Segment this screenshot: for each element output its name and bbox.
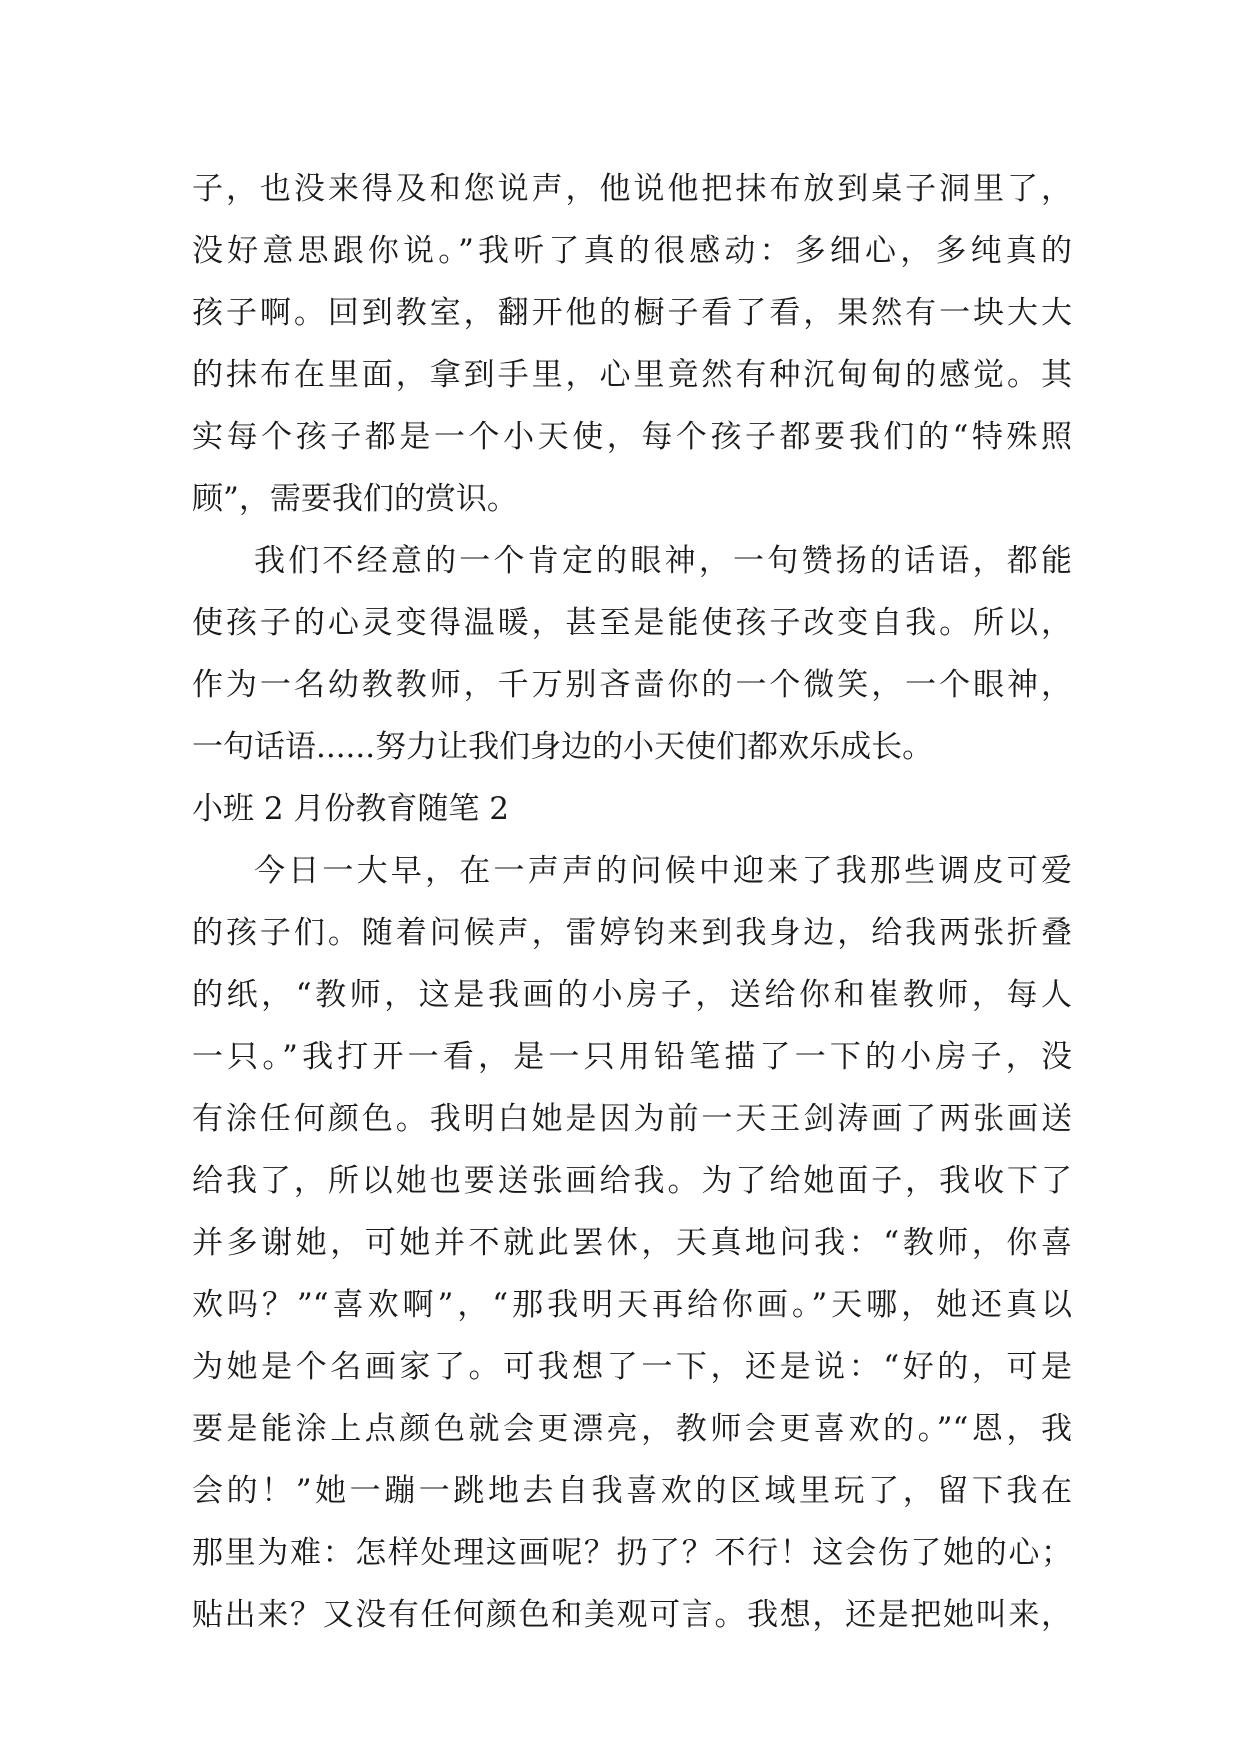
paragraph-3 [192, 840, 1072, 1646]
text-line: 有涂任何颜色。我明白她是因为前一天王剑涛画了两张画送 [192, 1101, 1072, 1137]
text-line: 的抹布在里面，拿到手里，心里竟然有种沉甸甸的感觉。其 [192, 357, 1072, 393]
section-title: 小班 2 月份教育随笔 2 [192, 791, 510, 827]
text-line: 顾”，需要我们的赏识。 [192, 481, 518, 517]
paragraph-2 [192, 530, 1072, 778]
text-line: 孩子啊。回到教室，翻开他的橱子看了看，果然有一块大大 [192, 295, 1072, 331]
paragraph-1 [192, 158, 1072, 530]
text-line: 贴出来？又没有任何颜色和美观可言。我想，还是把她叫来， [192, 1597, 1072, 1633]
text-line: 的孩子们。随着问候声，雷婷钧来到我身边，给我两张折叠 [192, 915, 1072, 951]
text-line: 给我了，所以她也要送张画给我。为了给她面子，我收下了 [192, 1163, 1072, 1199]
text-line: 会的！”她一蹦一跳地去自我喜欢的区域里玩了，留下我在 [192, 1473, 1072, 1509]
text-line: 使孩子的心灵变得温暖，甚至是能使孩子改变自我。所以， [192, 605, 1072, 641]
text-line: 子，也没来得及和您说声，他说他把抹布放到桌子洞里了， [192, 171, 1072, 207]
text-line: 的纸，“教师，这是我画的小房子，送给你和崔教师，每人 [192, 977, 1072, 1013]
text-line: 实每个孩子都是一个小天使，每个孩子都要我们的“特殊照 [192, 419, 1072, 455]
text-line: 一句话语......努力让我们身边的小天使们都欢乐成长。 [192, 729, 934, 765]
text-line: 那里为难：怎样处理这画呢？扔了？不行！这会伤了她的心； [192, 1535, 1072, 1571]
text-line: 并多谢她，可她并不就此罢休，天真地问我：“教师，你喜 [192, 1225, 1072, 1261]
text-line: 作为一名幼教教师，千万别吝啬你的一个微笑，一个眼神， [192, 667, 1072, 703]
text-line: 我们不经意的一个肯定的眼神，一句赞扬的话语，都能 [254, 543, 1072, 579]
text-line: 一只。”我打开一看，是一只用铅笔描了一下的小房子，没 [192, 1039, 1072, 1075]
text-line: 为她是个名画家了。可我想了一下，还是说：“好的，可是 [192, 1349, 1072, 1385]
text-line: 欢吗？”“喜欢啊”，“那我明天再给你画。”天哪，她还真以 [192, 1287, 1072, 1323]
text-line: 没好意思跟你说。”我听了真的很感动：多细心，多纯真的 [192, 233, 1072, 269]
document-page [192, 158, 1072, 1646]
text-line: 要是能涂上点颜色就会更漂亮，教师会更喜欢的。”“恩，我 [192, 1411, 1072, 1447]
text-line: 今日一大早，在一声声的问候中迎来了我那些调皮可爱 [254, 853, 1072, 889]
